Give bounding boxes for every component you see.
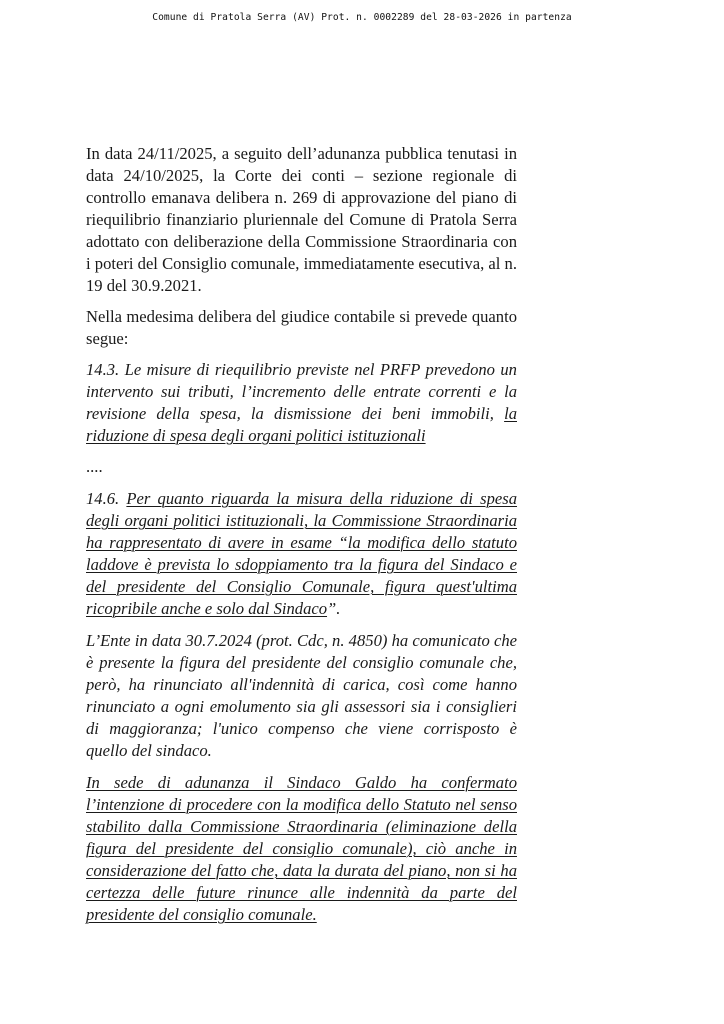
ellipsis: .... — [86, 457, 103, 476]
quote-number: 14.6. — [86, 489, 120, 508]
quote-number: 14.3. — [86, 360, 120, 379]
quote-underlined-text: la riduzione di spesa degli organi politici istituzionali — [86, 404, 517, 445]
quote-ente: L’Ente in data 30.7.2024 (prot. Cdc, n. 4850) ha comunicato che è presente la figura del presidente del consiglio comunale che, però, ha rinunciato all'indennità di carica, così come hanno rinunciato a ogni emolumento sia gli assessori sia i consiglieri di maggioranza; l'unico compenso che viene corrisposto è quello del sindaco. — [86, 631, 517, 760]
document-body — [86, 143, 517, 926]
quote-14-6 — [86, 488, 517, 620]
paragraph-delibera: Nella medesima delibera del giudice contabile si prevede quanto segue: — [86, 307, 517, 348]
quote-adunanza: In sede di adunanza il Sindaco Galdo ha confermato l’intenzione di procedere con la modifica dello Statuto nel senso stabilito dalla Commissione Straordinaria (eliminazione della figura del presidente del consiglio comunale), ciò anche in considerazione del fatto che, data la durata del piano, non si ha certezza delle future rinunce alle indennità da parte del presidente del consiglio comunale. — [86, 773, 517, 924]
quote-text: Le misure di riequilibrio previste nel PRFP prevedono un intervento sui tributi, l’incremento delle entrate correnti e la revisione della spesa, la dismissione dei beni immobili, — [86, 360, 517, 423]
protocol-stamp: Comune di Pratola Serra (AV) Prot. n. 0002289 del 28-03-2026 in partenza — [152, 12, 572, 23]
quote-14-3 — [86, 359, 517, 447]
paragraph-intro: In data 24/11/2025, a seguito dell’adunanza pubblica tenutasi in data 24/10/2025, la Corte dei conti – sezione regionale di controllo emanava delibera n. 269 di approvazione del piano di riequilibrio finanziario pluriennale del Comune di Pratola Serra adottato con deliberazione della Commissione Straordinaria con i poteri del Consiglio comunale, immediatamente esecutiva, al n. 19 del 30.9.2021. — [86, 144, 517, 295]
quote-underlined-text: Per quanto riguarda la misura della riduzione di spesa degli organi politici istituzionali, la Commissione Straordinaria ha rappresentato di avere in esame “la modifica dello statuto laddove è prevista lo sdoppiamento tra la figura del Sindaco e del presidente del Consiglio Comunale, figura quest'ultima ricopribile anche e solo dal Sindaco — [86, 489, 518, 618]
quote-tail: ”. — [327, 599, 341, 618]
